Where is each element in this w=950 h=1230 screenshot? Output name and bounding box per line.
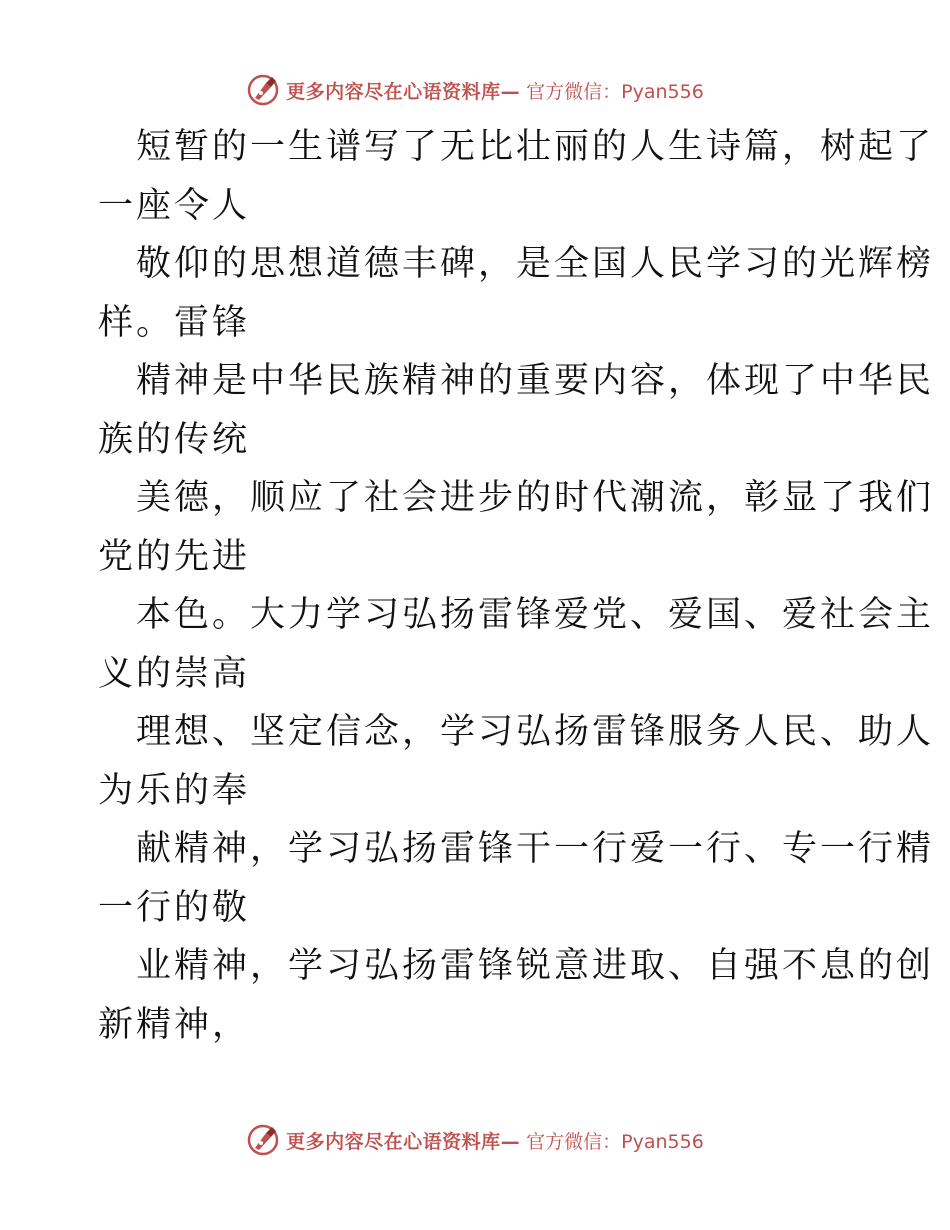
body-text — [98, 118, 935, 1054]
header-banner[interactable] — [0, 70, 950, 110]
text-line: 短暂的一生谱写了无比壮丽的人生诗篇，树起了 — [136, 127, 935, 167]
text-line: 样。雷锋 — [98, 302, 251, 343]
footer-banner-text: 更多内容尽在心语资料库— — [286, 1130, 521, 1153]
text-line: 义的崇高 — [98, 653, 251, 694]
footer-wechat-text: 官方微信：Pyan556 — [526, 1130, 704, 1153]
text-line: 精神是中华民族精神的重要内容，体现了中华民 — [136, 361, 935, 401]
text-line: 美德，顺应了社会进步的时代潮流，彰显了我们 — [136, 478, 935, 518]
text-line: 为乐的奉 — [98, 770, 251, 811]
text-line: 敬仰的思想道德丰碑，是全国人民学习的光辉榜 — [136, 244, 935, 284]
header-banner-text: 更多内容尽在心语资料库— — [286, 80, 521, 103]
text-line: 族的传统 — [98, 419, 251, 460]
pen-nib-logo-icon — [246, 73, 280, 107]
footer-banner[interactable] — [0, 1120, 950, 1160]
text-line: 理想、坚定信念，学习弘扬雷锋服务人民、助人 — [136, 712, 935, 752]
text-line: 一行的敬 — [98, 887, 251, 928]
text-line: 党的先进 — [98, 536, 251, 577]
pen-nib-logo-icon — [246, 1123, 280, 1157]
text-line: 一座令人 — [98, 185, 251, 226]
text-line: 本色。大力学习弘扬雷锋爱党、爱国、爱社会主 — [136, 595, 935, 635]
header-wechat-text: 官方微信：Pyan556 — [526, 80, 704, 103]
text-line: 献精神，学习弘扬雷锋干一行爱一行、专一行精 — [136, 829, 935, 869]
text-line: 业精神，学习弘扬雷锋锐意进取、自强不息的创 — [136, 946, 935, 986]
text-line: 新精神， — [98, 1004, 251, 1045]
